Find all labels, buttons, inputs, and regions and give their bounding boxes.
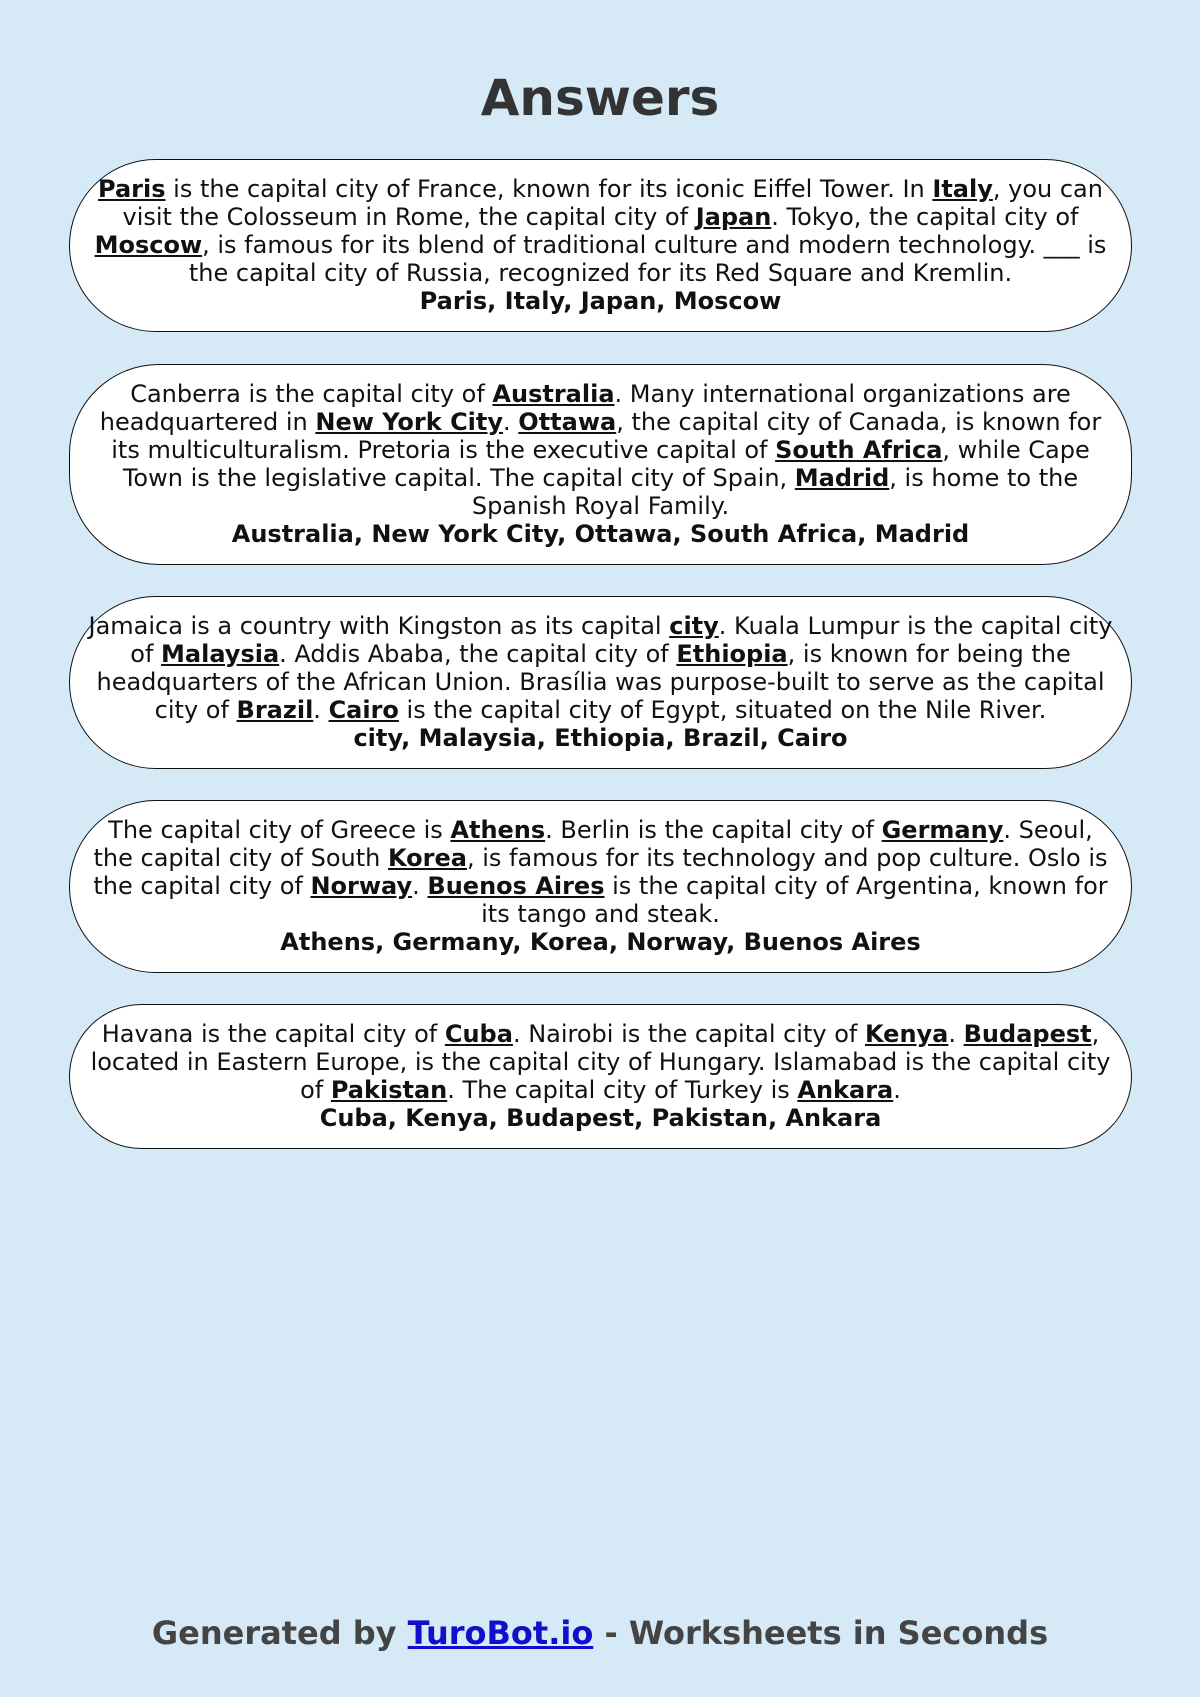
paragraph-text: is the capital city of Egypt, situated on the Nile River.: [398, 696, 1047, 724]
footer-prefix: Generated by: [151, 1614, 408, 1652]
underlined-answer-word: Germany: [881, 816, 1004, 844]
underlined-answer-word: Malaysia: [161, 640, 280, 668]
turobot-link[interactable]: TuroBot.io: [407, 1614, 594, 1652]
paragraph-text: , is home to the Spanish Royal Family.: [471, 464, 1079, 520]
paragraph-text: is the capital city of Argentina, known for its tango and steak.: [481, 872, 1108, 928]
underlined-answer-word: Ottawa: [518, 408, 617, 436]
footer-credit: [0, 1614, 1200, 1652]
underlined-answer-word: Cairo: [328, 696, 399, 724]
underlined-answer-word: Athens: [450, 816, 546, 844]
underlined-answer-word: South Africa: [775, 436, 943, 464]
paragraph-text: Jamaica is a country with Kingston as its capital: [88, 612, 670, 640]
card-paragraph: [86, 816, 1115, 928]
underlined-answer-word: Kenya: [864, 1020, 949, 1048]
paragraph-text: . Berlin is the capital city of: [545, 816, 882, 844]
paragraph-text: .: [948, 1020, 964, 1048]
card-answer-key: city, Malaysia, Ethiopia, Brazil, Cairo: [353, 724, 848, 752]
underlined-answer-word: Moscow: [94, 231, 203, 259]
paragraph-text: Havana is the capital city of: [101, 1020, 445, 1048]
card-answer-key: Athens, Germany, Korea, Norway, Buenos Aires: [280, 928, 921, 956]
underlined-answer-word: Japan: [695, 203, 772, 231]
card-paragraph: [86, 612, 1115, 724]
paragraph-text: , is known for being the headquarters of the African Union. Brasília was purpose-built to serve as the capital city of: [96, 640, 1105, 724]
paragraph-text: .: [313, 696, 329, 724]
paragraph-text: .: [412, 872, 428, 900]
card-answer-key: Paris, Italy, Japan, Moscow: [419, 287, 782, 315]
paragraph-text: .: [893, 1076, 901, 1104]
card-paragraph: [86, 1020, 1115, 1104]
underlined-answer-word: Korea: [387, 844, 467, 872]
answer-card: [69, 159, 1132, 332]
paragraph-text: , is famous for its technology and pop culture. Oslo is the capital city of: [93, 844, 1108, 900]
paragraph-text: . Nairobi is the capital city of: [512, 1020, 865, 1048]
underlined-answer-word: New York City: [315, 408, 504, 436]
card-answer-key: Australia, New York City, Ottawa, South Africa, Madrid: [231, 520, 970, 548]
paragraph-text: , is famous for its blend of traditional culture and modern technology. ___ is the capital city of Russia, recognized for its Red Square and Kremlin.: [188, 231, 1107, 287]
paragraph-text: , while Cape Town is the legislative capital. The capital city of Spain,: [122, 436, 1090, 492]
card-paragraph: [86, 175, 1115, 287]
underlined-answer-word: Australia: [492, 380, 615, 408]
underlined-answer-word: Brazil: [236, 696, 314, 724]
paragraph-text: The capital city of Greece is: [108, 816, 451, 844]
paragraph-text: . The capital city of Turkey is: [447, 1076, 798, 1104]
paragraph-text: . Seoul, the capital city of South: [93, 816, 1093, 872]
underlined-answer-word: Cuba: [444, 1020, 513, 1048]
underlined-answer-word: Ethiopia: [676, 640, 788, 668]
underlined-answer-word: city: [669, 612, 719, 640]
underlined-answer-word: Italy: [932, 175, 993, 203]
underlined-answer-word: Budapest: [963, 1020, 1092, 1048]
paragraph-text: . Tokyo, the capital city of: [771, 203, 1079, 231]
paragraph-text: , you can visit the Colosseum in Rome, the capital city of: [122, 175, 1103, 231]
underlined-answer-word: Ankara: [797, 1076, 894, 1104]
answer-card: [69, 364, 1132, 565]
paragraph-text: . Addis Ababa, the capital city of: [279, 640, 677, 668]
page-title: Answers: [480, 69, 720, 127]
paragraph-text: Canberra is the capital city of: [130, 380, 493, 408]
paragraph-text: is the capital city of France, known for its iconic Eiffel Tower. In: [165, 175, 933, 203]
underlined-answer-word: Buenos Aires: [427, 872, 605, 900]
footer-suffix: - Worksheets in Seconds: [593, 1614, 1049, 1652]
paragraph-text: , the capital city of Canada, is known for its multiculturalism. Pretoria is the executive capital of: [111, 408, 1102, 464]
underlined-answer-word: Pakistan: [330, 1076, 448, 1104]
paragraph-text: . Many international organizations are headquartered in: [99, 380, 1071, 436]
underlined-answer-word: Paris: [98, 175, 166, 203]
answer-card: [69, 596, 1132, 769]
underlined-answer-word: Norway: [310, 872, 413, 900]
answer-card: [69, 1004, 1132, 1149]
paragraph-text: , located in Eastern Europe, is the capital city of Hungary. Islamabad is the capital city of: [90, 1020, 1111, 1104]
card-paragraph: [86, 380, 1115, 520]
answer-card: [69, 800, 1132, 973]
paragraph-text: . Kuala Lumpur is the capital city of: [130, 612, 1113, 668]
underlined-answer-word: Madrid: [794, 464, 890, 492]
paragraph-text: .: [503, 408, 519, 436]
card-answer-key: Cuba, Kenya, Budapest, Pakistan, Ankara: [319, 1104, 882, 1132]
